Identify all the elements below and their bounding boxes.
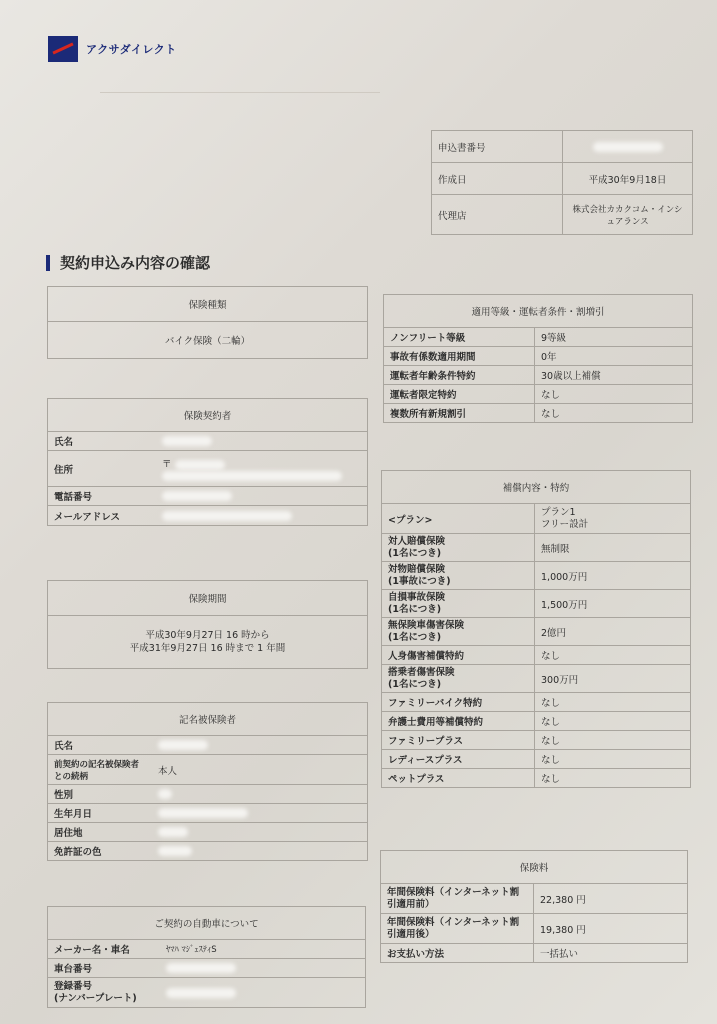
row-value: なし	[535, 693, 691, 712]
section-header: 補償内容・特約	[382, 471, 691, 504]
row-value	[152, 736, 368, 755]
row-label: 対人賠償保険 (1名につき)	[382, 534, 535, 562]
table-row	[48, 755, 368, 785]
row-value: なし	[535, 731, 691, 750]
row-value: なし	[535, 404, 693, 423]
premium-table	[380, 850, 688, 963]
row-value	[152, 842, 368, 861]
row-value	[152, 785, 368, 804]
row-value: 0年	[535, 347, 693, 366]
table-row	[382, 504, 691, 534]
insured-table	[47, 702, 368, 861]
row-value: 本人	[152, 755, 368, 785]
insurance-type-value: バイク保険（二輪）	[48, 322, 368, 359]
period-value	[48, 616, 368, 669]
row-value	[152, 804, 368, 823]
row-label: 事故有係数適用期間	[384, 347, 535, 366]
table-row	[382, 693, 691, 712]
table-row	[48, 487, 368, 506]
row-label: 運転者限定特約	[384, 385, 535, 404]
section-header: 保険期間	[48, 581, 368, 616]
row-value: 19,380 円	[534, 914, 688, 944]
section-header: 保険料	[381, 851, 688, 884]
row-label: 生年月日	[48, 804, 153, 823]
row-value: 無制限	[535, 534, 691, 562]
row-value: 9等級	[535, 328, 693, 347]
period-table	[47, 580, 368, 669]
row-label: 居住地	[48, 823, 153, 842]
row-value: 300万円	[535, 665, 691, 693]
coverage-table	[381, 470, 691, 788]
doc-info-label: 作成日	[432, 163, 563, 195]
row-value: 1,000万円	[535, 562, 691, 590]
table-row	[384, 366, 693, 385]
row-label: 電話番号	[48, 487, 157, 506]
doc-info-value: 株式会社カカクコム・インシュアランス	[563, 195, 693, 235]
row-label: 登録番号 (ナンバープレート)	[48, 978, 161, 1008]
section-header: ご契約の自動車について	[48, 907, 366, 940]
doc-info-table	[431, 130, 693, 235]
row-label: 住所	[48, 451, 157, 487]
row-value: 22,380 円	[534, 884, 688, 914]
row-label: 対物賠償保険 (1事故につき)	[382, 562, 535, 590]
row-label: 性別	[48, 785, 153, 804]
section-header: 適用等級・運転者条件・割増引	[384, 295, 693, 328]
row-label: ファミリープラス	[382, 731, 535, 750]
table-row	[382, 534, 691, 562]
row-label: 氏名	[48, 432, 157, 451]
row-value: プラン1 フリー設計	[535, 504, 691, 534]
row-label: 自損事故保険 (1名につき)	[382, 590, 535, 618]
row-label: 年間保険料（インターネット割引適用前）	[381, 884, 534, 914]
table-row	[384, 404, 693, 423]
doc-info-row	[432, 131, 693, 163]
row-label: 無保険車傷害保険 (1名につき)	[382, 618, 535, 646]
header-divider	[100, 92, 380, 93]
row-value: ﾔﾏﾊ ﾏｼﾞｪｽﾃｨS	[160, 940, 366, 959]
table-row	[382, 769, 691, 788]
row-label: 人身傷害補償特約	[382, 646, 535, 665]
row-label: 搭乗者傷害保険 (1名につき)	[382, 665, 535, 693]
row-label: 弁護士費用等補償特約	[382, 712, 535, 731]
table-row	[382, 618, 691, 646]
policyholder-table	[47, 398, 368, 526]
doc-info-row	[432, 195, 693, 235]
section-header: 保険種類	[48, 287, 368, 322]
row-value	[156, 432, 368, 451]
title-accent-bar	[46, 255, 50, 271]
table-row	[384, 347, 693, 366]
table-row	[382, 731, 691, 750]
row-label: <プラン>	[382, 504, 535, 534]
table-row	[381, 944, 688, 963]
section-header: 保険契約者	[48, 399, 368, 432]
row-label: 氏名	[48, 736, 153, 755]
table-row	[48, 959, 366, 978]
row-label: 前契約の記名被保険者との続柄	[48, 755, 153, 785]
row-value: なし	[535, 646, 691, 665]
table-row	[48, 506, 368, 526]
row-value: 30歳以上補償	[535, 366, 693, 385]
doc-info-label: 代理店	[432, 195, 563, 235]
row-label: 車台番号	[48, 959, 161, 978]
table-row	[384, 385, 693, 404]
table-row	[48, 804, 368, 823]
table-row	[382, 646, 691, 665]
row-value: 2億円	[535, 618, 691, 646]
section-header: 記名被保険者	[48, 703, 368, 736]
period-start: 平成30年9月27日 16 時から	[145, 629, 270, 641]
table-row	[48, 823, 368, 842]
row-label: メールアドレス	[48, 506, 157, 526]
table-row	[48, 940, 366, 959]
row-value: なし	[535, 712, 691, 731]
table-row	[48, 978, 366, 1008]
axa-logo-icon	[48, 36, 78, 62]
table-row	[48, 451, 368, 487]
table-row	[382, 712, 691, 731]
row-value	[160, 978, 366, 1008]
table-row	[48, 785, 368, 804]
table-row	[48, 432, 368, 451]
row-label: ノンフリート等級	[384, 328, 535, 347]
row-label: お支払い方法	[381, 944, 534, 963]
row-label: 免許証の色	[48, 842, 153, 861]
page-title	[46, 252, 210, 273]
brand-logo	[48, 36, 177, 62]
row-label: 運転者年齢条件特約	[384, 366, 535, 385]
doc-info-value	[563, 131, 693, 163]
row-value	[160, 959, 366, 978]
row-label: 年間保険料（インターネット割引適用後）	[381, 914, 534, 944]
doc-info-label: 申込書番号	[432, 131, 563, 163]
row-label: ペットプラス	[382, 769, 535, 788]
row-label: ファミリーバイク特約	[382, 693, 535, 712]
table-row	[382, 562, 691, 590]
period-end: 平成31年9月27日 16 時まで 1 年間	[129, 643, 286, 654]
vehicle-table	[47, 906, 366, 1008]
page-title-text: 契約申込み内容の確認	[60, 254, 211, 272]
table-row	[382, 665, 691, 693]
row-label: メーカー名・車名	[48, 940, 161, 959]
insurance-type-table	[47, 286, 368, 359]
row-value: なし	[535, 385, 693, 404]
row-value	[156, 487, 368, 506]
table-row	[384, 328, 693, 347]
table-row	[381, 914, 688, 944]
row-value	[156, 506, 368, 526]
table-row	[382, 750, 691, 769]
table-row	[381, 884, 688, 914]
grade-table	[383, 294, 693, 423]
row-value: なし	[535, 769, 691, 788]
row-value: 一括払い	[534, 944, 688, 963]
doc-info-value: 平成30年9月18日	[563, 163, 693, 195]
postal-mark: 〒	[162, 459, 172, 470]
row-label: レディースプラス	[382, 750, 535, 769]
row-value: 1,500万円	[535, 590, 691, 618]
row-label: 複数所有新規割引	[384, 404, 535, 423]
row-value	[152, 823, 368, 842]
row-value: なし	[535, 750, 691, 769]
doc-info-row	[432, 163, 693, 195]
table-row	[48, 736, 368, 755]
table-row	[48, 842, 368, 861]
table-row	[382, 590, 691, 618]
brand-name: アクサダイレクト	[86, 43, 177, 56]
row-value	[156, 451, 368, 487]
